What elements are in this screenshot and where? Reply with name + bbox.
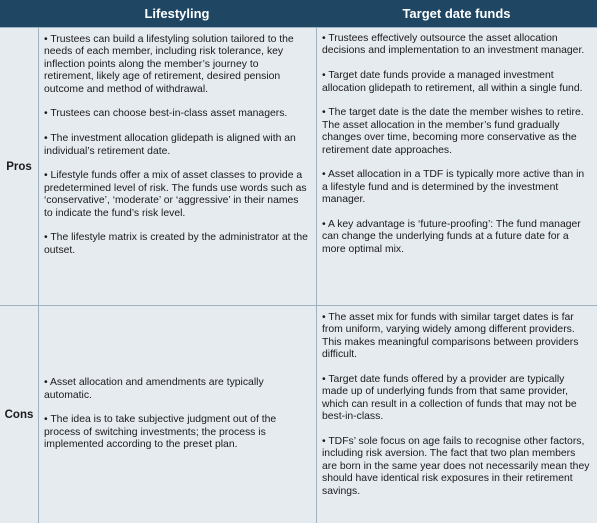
row-label-pros: Pros	[0, 27, 38, 305]
bullet-item: • A key advantage is ‘future-proofing’: The fund manager can change the underlying funds at a future date for a more optimal mix.	[322, 219, 581, 255]
row-label-cons: Cons	[0, 305, 38, 523]
bullet-item: • The target date is the date the member wishes to retire. The asset allocation in the member’s fund gradually changes over time, becoming more conservative as the retirement date approaches.	[322, 107, 584, 156]
bullet-item: • Trustees can build a lifestyling solution tailored to the needs of each member, including risk tolerance, key inflection points along the member’s journey to retirement, likely age of retirement, desired pension outcome and method of withdrawal.	[44, 34, 294, 95]
bullet-item: • Lifestyle funds offer a mix of asset classes to provide a predetermined level of risk. The funds use words such as ‘conservative’, ‘moderate’ or ‘aggressive’ in their names to indicate the fund’s risk level.	[44, 170, 307, 219]
header-corner	[0, 0, 38, 27]
bullet-item: • Asset allocation and amendments are typically automatic.	[44, 377, 264, 401]
cons-lifestyling-cell	[38, 305, 316, 523]
bullet-item: • The investment allocation glidepath is aligned with an individual’s retirement date.	[44, 133, 296, 157]
pros-lifestyling-cell	[38, 27, 316, 305]
bullet-item: • TDFs’ sole focus on age fails to recognise other factors, including risk aversion. The fact that two plan members are born in the same year does not necessarily mean they should have identical risk exposures in their retirement savings.	[322, 436, 590, 497]
header-lifestyling: Lifestyling	[38, 0, 316, 27]
cons-tdf-cell	[316, 305, 597, 523]
pros-tdf-cell	[316, 27, 597, 305]
bullet-item: • The asset mix for funds with similar target dates is far from uniform, varying widely among different providers. This makes meaningful comparisons between providers difficult.	[322, 312, 579, 361]
bullet-item: • Asset allocation in a TDF is typically more active than in a lifestyle fund and is determined by the investment manager.	[322, 169, 585, 206]
bullet-item: • The idea is to take subjective judgment out of the process of switching investments; the process is implemented according to the preset plan.	[44, 414, 277, 451]
bullet-item: • The lifestyle matrix is created by the administrator at the outset.	[44, 232, 308, 256]
bullet-item: • Target date funds offered by a provider are typically made up of underlying funds from that same provider, which can result in a collection of funds that may not be best-in-class.	[322, 374, 577, 423]
bullet-item: • Trustees can choose best-in-class asset managers.	[44, 108, 288, 120]
bullet-item: • Target date funds provide a managed investment allocation glidepath to retirement, all within a single fund.	[322, 70, 583, 94]
bullet-item: • Trustees effectively outsource the asset allocation decisions and implementation to an investment manager.	[322, 33, 585, 57]
header-target-date-funds: Target date funds	[316, 0, 597, 27]
